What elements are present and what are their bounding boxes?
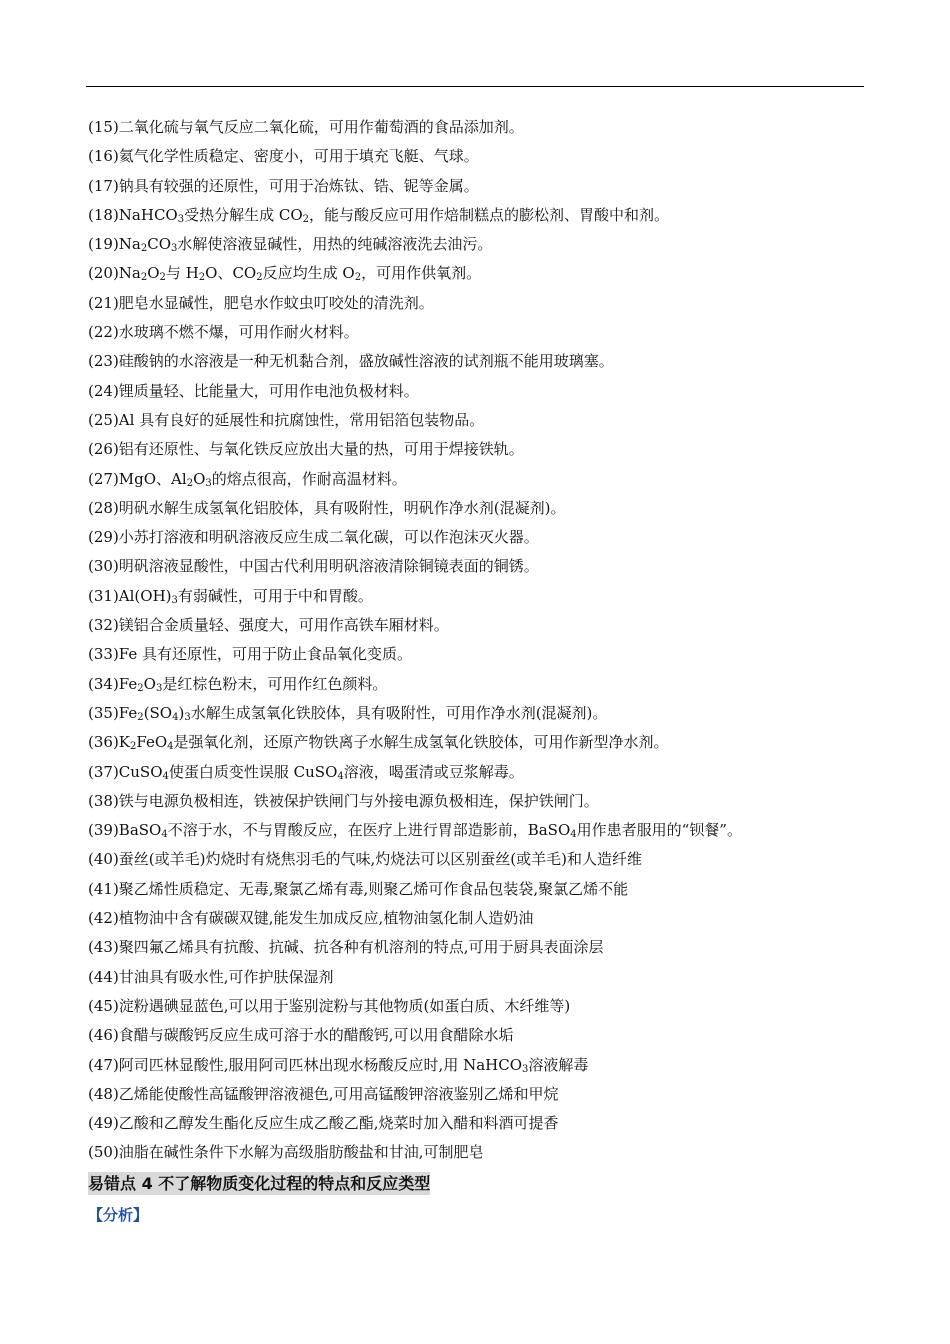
item-text: 水解使溶液显碱性，用热的纯碱溶液洗去油污。	[177, 235, 493, 254]
list-item	[88, 494, 868, 523]
item-text: (42)植物油中含有碳碳双键,能发生加成反应,植物油氢化制人造奶油	[88, 909, 534, 928]
subscript: 2	[140, 243, 148, 255]
list-item	[88, 523, 868, 552]
item-text: O、CO	[205, 264, 257, 283]
list-item	[88, 406, 868, 435]
list-item	[88, 113, 868, 142]
item-text: (23)硅酸钠的水溶液是一种无机黏合剂，盛放碱性溶液的试剂瓶不能用玻璃塞。	[88, 352, 614, 371]
subscript: 2	[198, 272, 206, 284]
subscript: 2	[137, 711, 144, 723]
item-text: (25)Al 具有良好的延展性和抗腐蚀性，常用铝箔包装物品。	[88, 410, 485, 429]
item-text: (50)油脂在碱性条件下水解为高级脂肪酸盐和甘油,可制肥皂	[88, 1143, 484, 1162]
subscript: 2	[159, 272, 166, 284]
list-item	[88, 845, 868, 874]
list-item	[88, 640, 868, 669]
item-text: (16)氦气化学性质稳定、密度小，可用于填充飞艇、气球。	[88, 147, 479, 166]
subscript: 2	[140, 272, 148, 284]
item-text: (31)Al(OH)	[88, 586, 172, 605]
list-item	[88, 582, 868, 611]
section-heading	[88, 1170, 868, 1198]
subscript: 3	[205, 477, 212, 489]
list-item	[88, 259, 868, 288]
item-text: (43)聚四氟乙烯具有抗酸、抗碱、抗各种有机溶剂的特点,可用于厨具表面涂层	[88, 938, 604, 957]
item-text: ，能与酸反应可用作焙制糕点的膨松剂、胃酸中和剂。	[309, 205, 670, 224]
header-rule	[86, 86, 864, 87]
item-text: (28)明矾水解生成氢氧化铝胶体，具有吸附性，明矾作净水剂(混凝剂)。	[88, 498, 566, 517]
item-text: (26)铝有还原性、与氧化铁反应放出大量的热，可用于焊接铁轨。	[88, 440, 524, 459]
item-text: 使蛋白质变性误服 CuSO	[168, 762, 338, 781]
list-item	[88, 435, 868, 464]
list-item	[88, 1080, 868, 1109]
item-text: (48)乙烯能使酸性高锰酸钾溶液褪色,可用高锰酸钾溶液鉴别乙烯和甲烷	[88, 1084, 559, 1103]
list-item	[88, 728, 868, 757]
list-item	[88, 816, 868, 845]
subscript: 3	[171, 594, 178, 606]
item-text: (20)Na	[88, 264, 141, 283]
list-item	[88, 1109, 868, 1138]
section-heading-text: 易错点 4 不了解物质变化过程的特点和反应类型	[88, 1173, 431, 1193]
item-text: (33)Fe 具有还原性，可用于防止食品氧化变质。	[88, 645, 413, 664]
subscript: 3	[184, 711, 191, 723]
list-item	[88, 787, 868, 816]
item-text: 是强氧化剂，还原产物铁离子水解生成氢氧化铁胶体，可用作新型净水剂。	[173, 733, 669, 752]
item-text: O	[143, 674, 156, 693]
item-text: 与 H	[165, 264, 199, 283]
item-text: )	[178, 703, 185, 722]
item-text: O	[147, 264, 160, 283]
subscript: 2	[354, 272, 362, 284]
list-item	[88, 201, 868, 230]
list-item	[88, 172, 868, 201]
item-text: (34)Fe	[88, 674, 138, 693]
list-item	[88, 933, 868, 962]
subscript: 3	[522, 1063, 529, 1075]
item-text: 用作患者服用的“钡餐”。	[576, 821, 742, 840]
subscript: 4	[167, 741, 174, 753]
item-text: (35)Fe	[88, 703, 138, 722]
subscript: 4	[161, 829, 168, 841]
item-text: FeO	[136, 733, 168, 752]
subscript: 2	[137, 682, 144, 694]
item-text: 水解生成氢氧化铁胶体，具有吸附性，可用作净水剂(混凝剂)。	[190, 703, 608, 722]
subscript: 4	[337, 770, 344, 782]
item-text: 反应均生成 O	[262, 264, 355, 283]
item-text: (44)甘油具有吸水性,可作护肤保湿剂	[88, 967, 334, 986]
item-text: 受热分解生成 CO	[184, 205, 303, 224]
list-item	[88, 1138, 868, 1167]
list-item	[88, 963, 868, 992]
item-text: (SO	[143, 703, 173, 722]
subscript: 4	[570, 829, 577, 841]
list-item	[88, 670, 868, 699]
subscript: 2	[302, 213, 310, 225]
list-item	[88, 552, 868, 581]
subscript: 2	[186, 477, 194, 489]
item-text: (40)蚕丝(或羊毛)灼烧时有烧焦羽毛的气味,灼烧法可以区别蚕丝(或羊毛)和人造纤维	[88, 850, 642, 869]
item-list	[88, 113, 868, 1168]
list-item	[88, 230, 868, 259]
item-text: (29)小苏打溶液和明矾溶液反应生成二氧化碳，可以作泡沫灭火器。	[88, 528, 539, 547]
item-text: (39)BaSO	[88, 821, 162, 840]
item-text: (24)锂质量轻、比能量大，可用作电池负极材料。	[88, 381, 419, 400]
item-text: (46)食醋与碳酸钙反应生成可溶于水的醋酸钙,可以用食醋除水垢	[88, 1026, 514, 1045]
item-text: (32)镁铝合金质量轻、强度大，可用作高铁车厢材料。	[88, 616, 449, 635]
item-text: (38)铁与电源负极相连，铁被保护铁闸门与外接电源负极相连，保护铁闸门。	[88, 791, 599, 810]
item-text: (36)K	[88, 733, 130, 752]
item-text: CO	[147, 235, 172, 254]
item-text: (49)乙酸和乙醇发生酯化反应生成乙酸乙酯,烧菜时加入醋和料酒可提香	[88, 1114, 559, 1133]
list-item	[88, 1051, 868, 1080]
item-text: 溶液，喝蛋清或豆浆解毒。	[343, 762, 524, 781]
subscript: 3	[171, 243, 178, 255]
document-body	[88, 113, 868, 1228]
item-text: ，可用作供氧剂。	[361, 264, 482, 283]
item-text: (17)钠具有较强的还原性，可用于冶炼钛、锆、铌等金属。	[88, 176, 479, 195]
item-text: (22)水玻璃不燃不爆，可用作耐火材料。	[88, 323, 359, 342]
item-text: 有弱碱性，可用于中和胃酸。	[177, 586, 373, 605]
list-item	[88, 992, 868, 1021]
list-item	[88, 699, 868, 728]
item-text: (21)肥皂水显碱性，肥皂水作蚊虫叮咬处的清洗剂。	[88, 293, 434, 312]
item-text: (37)CuSO	[88, 762, 163, 781]
item-text: (30)明矾溶液显酸性，中国古代利用明矾溶液清除铜镜表面的铜锈。	[88, 557, 539, 576]
item-text: 是红棕色粉末，可用作红色颜料。	[162, 674, 388, 693]
item-text: 的熔点很高，作耐高温材料。	[211, 469, 407, 488]
item-text: (47)阿司匹林显酸性,服用阿司匹林出现水杨酸反应时,用 NaHCO	[88, 1055, 523, 1074]
subscript: 3	[177, 213, 185, 225]
subscript: 3	[155, 682, 163, 694]
item-text: 不溶于水，不与胃酸反应，在医疗上进行胃部造影前，BaSO	[167, 821, 571, 840]
item-text: 溶液解毒	[528, 1055, 589, 1074]
list-item	[88, 289, 868, 318]
item-text: (41)聚乙烯性质稳定、无毒,聚氯乙烯有毒,则聚乙烯可作食品包装袋,聚氯乙烯不能	[88, 879, 629, 898]
analysis-label: 【分析】	[88, 1205, 149, 1224]
list-item	[88, 318, 868, 347]
item-text: (19)Na	[88, 235, 141, 254]
list-item	[88, 377, 868, 406]
list-item	[88, 611, 868, 640]
item-text: O	[193, 469, 206, 488]
subscript: 2	[256, 272, 263, 284]
list-item	[88, 465, 868, 494]
list-item	[88, 1021, 868, 1050]
list-item	[88, 875, 868, 904]
list-item	[88, 347, 868, 376]
subscript: 4	[162, 770, 169, 782]
subscript: 4	[172, 711, 179, 723]
item-text: (45)淀粉遇碘显蓝色,可以用于鉴别淀粉与其他物质(如蛋白质、木纤维等)	[88, 996, 571, 1015]
list-item	[88, 904, 868, 933]
list-item	[88, 142, 868, 171]
item-text: (27)MgO、Al	[88, 469, 187, 488]
item-text: (15)二氧化硫与氧气反应二氧化硫，可用作葡萄酒的食品添加剂。	[88, 118, 524, 136]
list-item	[88, 758, 868, 787]
item-text: (18)NaHCO	[88, 205, 178, 224]
subscript: 2	[130, 741, 137, 753]
